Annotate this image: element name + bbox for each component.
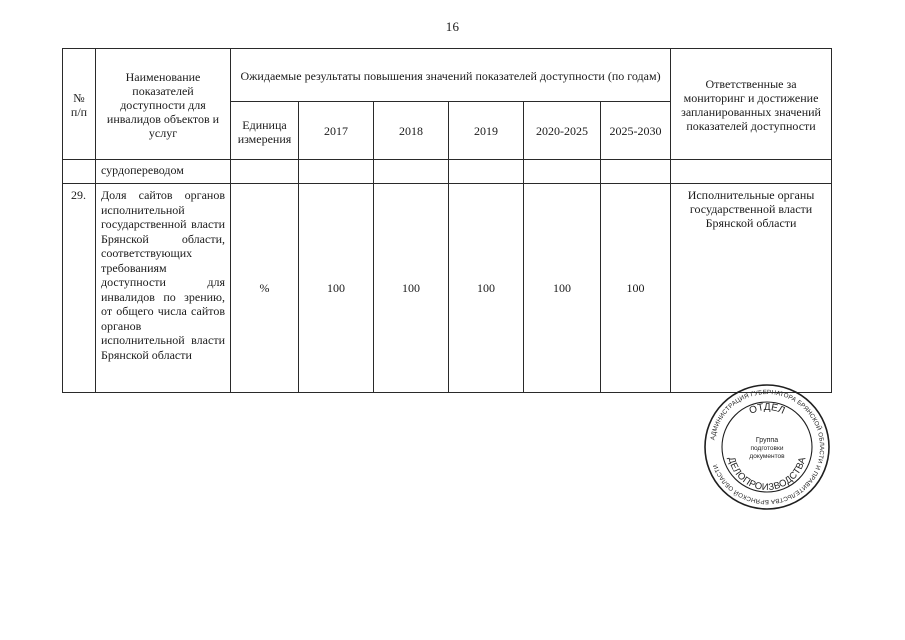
header-year-2017: 2017: [299, 102, 374, 160]
department-stamp: [703, 383, 831, 511]
row-value-2017: 100: [299, 184, 374, 393]
header-year-2025-2030: 2025-2030: [601, 102, 671, 160]
row-value-2018: 100: [374, 184, 449, 393]
continuation-name-cell: сурдопереводом: [96, 160, 231, 184]
table-row: [63, 184, 832, 393]
header-indicator-name: Наименование показателей доступности для инвалидов объектов и услуг: [96, 49, 231, 160]
header-year-2019: 2019: [449, 102, 524, 160]
continuation-cell-2020-2025: [524, 160, 601, 184]
continuation-cell-2018: [374, 160, 449, 184]
header-unit: Единица измерения: [231, 102, 299, 160]
continuation-responsible-cell: [671, 160, 832, 184]
row-responsible: Исполнительные органы государственной власти Брянской области: [671, 184, 832, 393]
continuation-row: [63, 160, 832, 184]
continuation-unit-cell: [231, 160, 299, 184]
header-row-top: [63, 49, 832, 102]
header-year-2018: 2018: [374, 102, 449, 160]
continuation-cell-2017: [299, 160, 374, 184]
stamp-center-line2: подготовки: [750, 445, 784, 452]
stamp-dept-top: ОТДЕЛ: [747, 401, 787, 417]
header-expected-results: Ожидаемые результаты повышения значений показателей доступности (по годам): [231, 49, 671, 102]
header-year-2020-2025: 2020-2025: [524, 102, 601, 160]
row-unit: %: [231, 184, 299, 393]
page-number: 16: [445, 19, 460, 34]
stamp-center-line3: документов: [749, 453, 785, 460]
continuation-num-cell: [63, 160, 96, 184]
row-number: 29.: [63, 184, 96, 393]
accessibility-indicators-table: [62, 48, 832, 393]
row-indicator-name: Доля сайтов органов исполнительной государственной власти Брянской области, соответствующих требованиям доступности для инвалидов по зрению, от общего числа сайтов органов исполнительной власти Брянской области: [96, 184, 231, 393]
stamp-outer-text: АДМИНИСТРАЦИЯ ГУБЕРНАТОРА БРЯНСКОЙ ОБЛАСТИ И ПРАВИТЕЛЬСТВА БРЯНСКОЙ ОБЛАСТИ: [709, 388, 826, 506]
stamp-dept-bottom: ДЕЛОПРОИЗВОДСТВА: [725, 455, 809, 494]
row-value-2019: 100: [449, 184, 524, 393]
header-num: № п/п: [63, 49, 96, 160]
continuation-cell-2019: [449, 160, 524, 184]
continuation-cell-2025-2030: [601, 160, 671, 184]
header-responsible: Ответственные за мониторинг и достижение запланированных значений показателей доступности: [671, 49, 832, 160]
stamp-ink: [705, 385, 829, 509]
stamp-center-line1: Группа: [755, 437, 779, 444]
row-value-2025-2030: 100: [601, 184, 671, 393]
row-value-2020-2025: 100: [524, 184, 601, 393]
